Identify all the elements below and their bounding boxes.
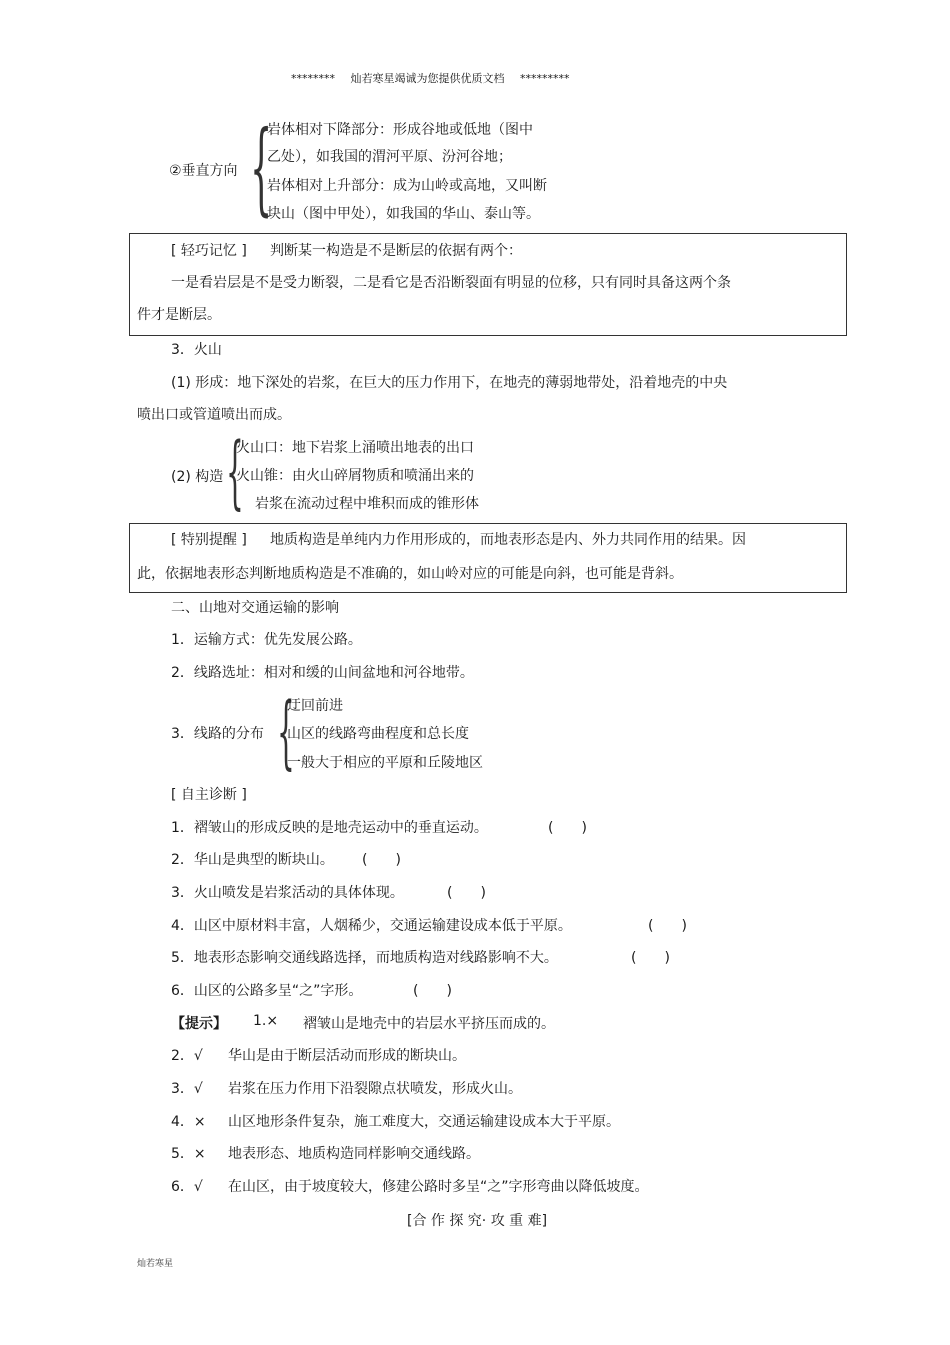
- hint-mark-2: 2．√: [171, 1048, 203, 1064]
- section2-title: 二、山地对交通运输的影响: [171, 600, 339, 616]
- volcano-title: 3．火山: [171, 342, 222, 358]
- section2-item3-line-2: 山区的线路弯曲程度和总长度: [287, 726, 469, 742]
- hints-tag: 【提示】: [171, 1016, 227, 1032]
- hint-text-6: 在山区，由于坡度较大，修建公路时多呈“之”字形弯曲以降低坡度。: [228, 1179, 649, 1195]
- section2-item-1: 1．运输方式：优先发展公路。: [171, 632, 362, 648]
- hint-text-5: 地表形态、地质构造同样影响交通线路。: [228, 1146, 480, 1162]
- hint-text-4: 山区地形条件复杂，施工难度大，交通运输建设成本大于平原。: [228, 1114, 620, 1130]
- memory-line-2: 件才是断层。: [137, 307, 221, 323]
- volcano-formation-1: (1) 形成：地下深处的岩浆，在巨大的压力作用下，在地壳的薄弱地带处，沿着地壳的中央: [171, 375, 728, 391]
- hint-text-3: 岩浆在压力作用下沿裂隙点状喷发，形成火山。: [228, 1081, 522, 1097]
- section2-brace: {: [277, 685, 295, 778]
- hint-text-1: 褶皱山是地壳中的岩层水平挤压而成的。: [303, 1016, 555, 1032]
- vertical-line-2: 乙处），如我国的渭河平原、汾河谷地；: [267, 149, 512, 165]
- diagnosis-paren-4: ( ): [648, 918, 687, 934]
- hint-text-2: 华山是由于断层活动而形成的断块山。: [228, 1048, 466, 1064]
- memory-tag: [ 轻巧记忆 ]: [171, 243, 247, 259]
- section2-item3-label: 3．线路的分布: [171, 726, 264, 742]
- diagnosis-item-3: 3．火山喷发是岩浆活动的具体体现。: [171, 885, 404, 901]
- diagnosis-item-4: 4．山区中原材料丰富，人烟稀少，交通运输建设成本低于平原。: [171, 918, 572, 934]
- volcano-structure-label: (2) 构造: [171, 469, 224, 485]
- vertical-label: ②垂直方向: [169, 163, 238, 179]
- page-footer: 灿若寒星: [137, 1259, 174, 1269]
- memory-intro: 判断某一构造是不是断层的依据有两个：: [270, 243, 522, 259]
- hint-mark-4: 4．×: [171, 1114, 206, 1130]
- volcano-structure-1: 火山口：地下岩浆上涌喷出地表的出口: [236, 440, 474, 456]
- hint-mark-3: 3．√: [171, 1081, 203, 1097]
- page-header: [291, 70, 570, 86]
- diagnosis-paren-1: ( ): [548, 820, 587, 836]
- volcano-formation-2: 喷出口或管道喷出而成。: [137, 407, 291, 423]
- vertical-line-3: 岩体相对上升部分：成为山岭或高地，又叫断: [267, 178, 547, 194]
- section2-item3-line-3: 一般大于相应的平原和丘陵地区: [287, 755, 483, 771]
- diagnosis-item-2: 2．华山是典型的断块山。: [171, 852, 334, 868]
- header-stars-right: *********: [520, 72, 570, 85]
- volcano-brace: {: [226, 425, 244, 518]
- diagnosis-paren-5: ( ): [631, 950, 670, 966]
- vertical-line-4: 块山（图中甲处），如我国的华山、泰山等。: [267, 206, 540, 222]
- section-heading: [合 作 探 究· 攻 重 难]: [407, 1213, 548, 1229]
- diagnosis-item-6: 6．山区的公路多呈“之”字形。: [171, 983, 363, 999]
- diagnosis-paren-2: ( ): [362, 852, 401, 868]
- header-text: 灿若寒星竭诚为您提供优质文档: [350, 72, 505, 85]
- hint-mark-5: 5．×: [171, 1146, 206, 1162]
- diagnosis-paren-3: ( ): [447, 885, 486, 901]
- hint-mark-1: 1.×: [253, 1013, 279, 1029]
- reminder-line-1: 地质构造是单纯内力作用形成的，而地表形态是内、外力共同作用的结果。因: [270, 532, 746, 548]
- section2-item-2: 2．线路选址：相对和缓的山间盆地和河谷地带。: [171, 665, 474, 681]
- vertical-line-1: 岩体相对下降部分：形成谷地或低地（图中: [267, 122, 533, 138]
- diagnosis-item-5: 5．地表形态影响交通线路选择，而地质构造对线路影响不大。: [171, 950, 558, 966]
- volcano-structure-2: 火山锥：由火山碎屑物质和喷涌出来的: [236, 468, 474, 484]
- reminder-tag: [ 特别提醒 ]: [171, 532, 247, 548]
- hint-mark-6: 6．√: [171, 1179, 203, 1195]
- diagnosis-tag: [ 自主诊断 ]: [171, 787, 247, 803]
- diagnosis-item-1: 1．褶皱山的形成反映的是地壳运动中的垂直运动。: [171, 820, 488, 836]
- vertical-brace: {: [250, 109, 273, 226]
- section2-item3-line-1: 迂回前进: [287, 698, 343, 714]
- header-stars-left: ********: [291, 72, 335, 85]
- diagnosis-paren-6: ( ): [413, 983, 452, 999]
- memory-line-1: 一是看岩层是不是受力断裂，二是看它是否沿断裂面有明显的位移，只有同时具备这两个条: [171, 275, 731, 291]
- reminder-line-2: 此，依据地表形态判断地质构造是不准确的，如山岭对应的可能是向斜，也可能是背斜。: [137, 566, 683, 582]
- volcano-structure-3: 岩浆在流动过程中堆积而成的锥形体: [255, 496, 479, 512]
